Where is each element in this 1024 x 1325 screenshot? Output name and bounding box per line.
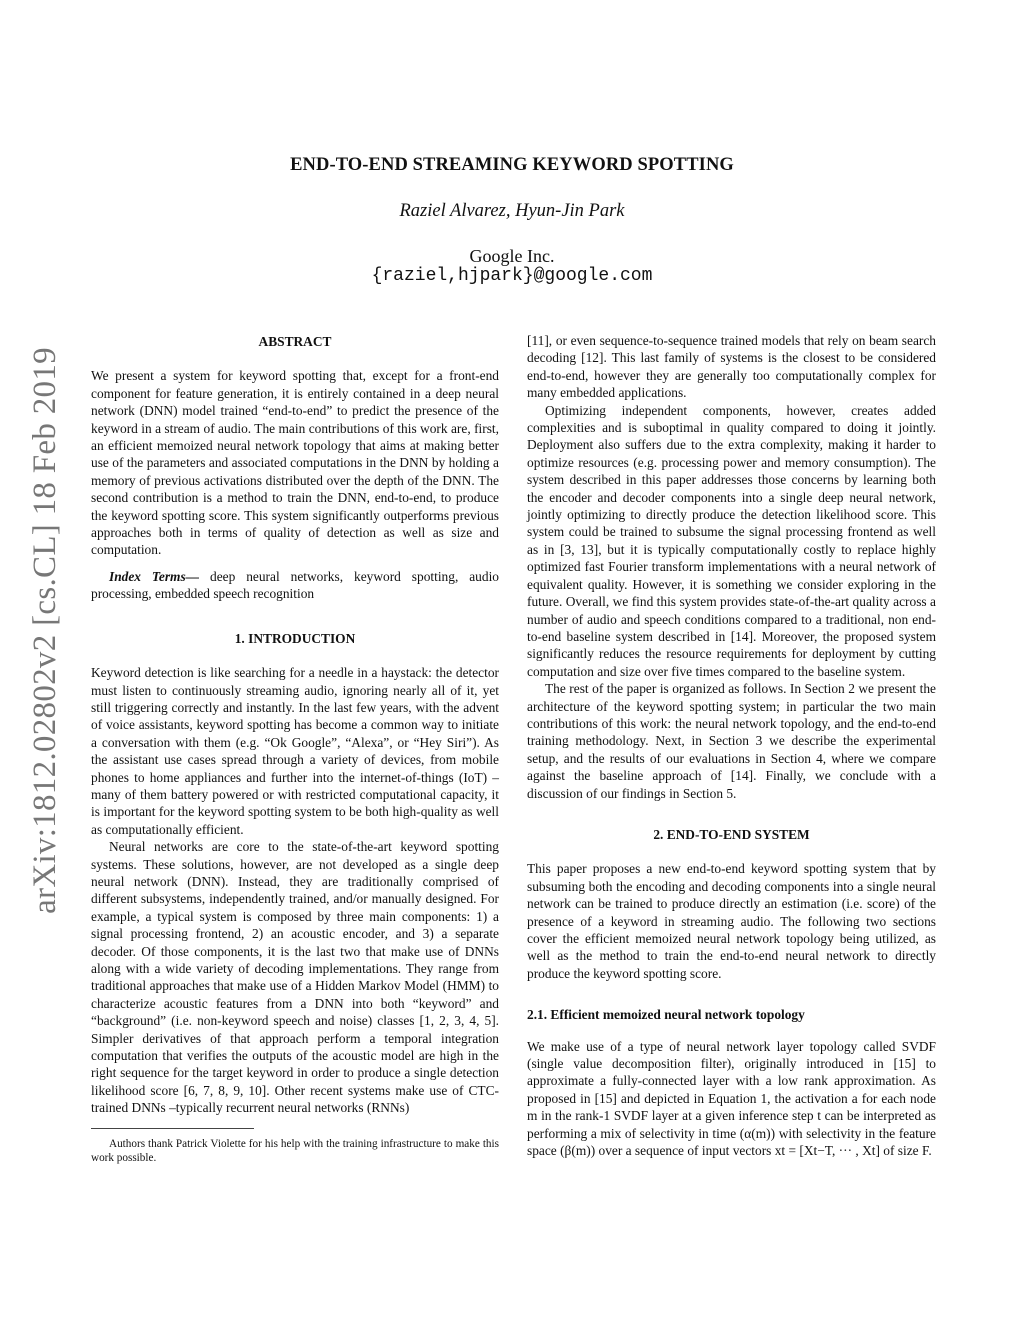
footnote-rule [91,1128,254,1129]
right-column [527,332,936,1159]
index-terms [91,568,499,603]
intro-paragraph-2: Neural networks are core to the state-of-the-art keyword spotting systems. These solutions, however, are not developed as a single deep neural network (DNN). Instead, they are traditionally comprised of different subsystems, independently trained, and/or manually designed. For example, a typical system is composed by three main components: 1) a signal processing frontend, 2) an acoustic encoder, and 3) a separate decoder. Of those components, it is the last two that make use of DNNs along with a wide variety of decoding implementations. They range from traditional approaches that make use of a Hidden Markov Model (HMM) to characterize acoustic features from a DNN into both “keyword” and “background” (i.e. non-keyword speech and noise) classes [1, 2, 3, 4, 5]. Simpler derivatives of that approach perform a temporal integration computation that verifies the outputs of the acoustic model are high in the right sequence for the target keyword in order to produce a single detection likelihood score [6, 7, 8, 9, 10]. Other recent systems make use of CTC-trained DNNs –typically recurrent neural networks (RNNs) [91,839,499,1116]
section2-paragraph-2: We make use of a type of neural network layer topology called SVDF (single value decomposition filter), originally introduced in [15] to approximate a fully-connected layer with a low rank approximation. As proposed in [15] and depicted in Equation 1, the activation a for each node m in the rank-1 SVDF layer at a given inference step t can be interpreted as performing a mix of selectivity in time (α(m)) with selectivity in the feature space (β(m)) over a sequence of input vectors xt = [Xt−T, ··· , Xt] of size F. [527,1038,936,1159]
intro-paragraph-3: [11], or even sequence-to-sequence trained models that rely on beam search decoding [12]. This last family of systems is the closest to be considered end-to-end, however they are generally too computationally complex for many embedded applications. [527,333,936,401]
abstract-heading: ABSTRACT [258,334,332,349]
affiliation: Google Inc. [469,246,555,266]
section2-heading: 2. END-TO-END SYSTEM [653,826,810,842]
arxiv-identifier [18,310,72,950]
paper-title: END-TO-END STREAMING KEYWORD SPOTTING [290,155,734,175]
footnote: Authors thank Patrick Violette for his help with the training infrastructure to make this work possible. [91,1137,499,1164]
introduction-heading: 1. INTRODUCTION [234,630,356,646]
intro-paragraph-5: The rest of the paper is organized as follows. In Section 2 we present the architecture of the keyword spotting system; in particular the two main contributions of this work: the neural network topology, and the end-to-end training methodology. Next, in Section 3 we describe the experimental setup, and the results of our evaluations in Section 4, where we compare against the baseline approach of [14]. Finally, we conclude with a discussion of our findings in Section 5. [527,681,936,801]
paper-authors: Raziel Alvarez, Hyun-Jin Park [399,201,625,221]
abstract-text: We present a system for keyword spotting that, except for a front-end component for feature generation, it is entirely contained in a deep neural network (DNN) model trained “end-to-end” to predict the presence of the keyword in a stream of audio. The main contributions of this work are, first, an efficient memoized neural network topology that aims at making better use of the parameters and associated computations in the DNN by holding a memory of previous activations distributed over the depth of the DNN. The second contribution is a method to train the DNN, end-to-end, to produce the keyword spotting score. This system significantly outperforms previous approaches both in terms of quality of detection as well as size and computation. [91,368,499,558]
subsection-2-1-heading: 2.1. Efficient memoized neural network topology [527,1007,805,1023]
author-emails: {raziel,hjpark}@google.com [371,266,653,286]
arxiv-id-text: arXiv:1812.02802v2 [cs.CL] 18 Feb 2019 [26,346,63,914]
left-column [91,333,499,1165]
intro-paragraph-4: Optimizing independent components, however, creates added complexities and is suboptimal in quality compared to doing it jointly. Deployment also suffers due to the extra complexity, making it harder to optimize resources (e.g. processing power and memory consumption). The system described in this paper addresses those concerns by learning both the encoder and decoder components into a single deep neural network, jointly optimizing to directly produce the detection likelihood score. This system could be trained to subsume the signal processing frontend as well as in [3, 13], but it is typically computationally costly to replace highly optimized fast Fourier transform implementations with a neural network of equivalent quality. However, it is something we consider exploring in the future. Overall, we find this system provides state-of-the-art quality across a number of audio and speech conditions compared to a traditional, non end-to-end baseline system described in [14]. Moreover, the proposed system significantly reduces the resource requirements for deployment by cutting computation and size over five times compared to the baseline system. [527,402,936,679]
index-terms-label: Index Terms— [109,568,200,584]
section2-paragraph-1: This paper proposes a new end-to-end keyword spotting system that by subsuming both the encoding and decoding components into a single neural network can be trained to produce directly an estimation (i.e. score) of the presence of a keyword in streaming audio. The following two sections cover the efficient memoized neural network topology being utilized, as well as the method to train the end-to-end neural network to directly produce the keyword spotting score. [527,861,936,981]
intro-paragraph-1: Keyword detection is like searching for a needle in a haystack: the detector must listen to continuously streaming audio, ignoring nearly all of it, yet still triggering correctly and instantly. In the last few years, with the advent of voice assistants, keyword spotting has become a common way to initiate a conversation with them (e.g. “Ok Google”, “Alexa”, or “Hey Siri”). As the assistant use cases spread through a variety of devices, from mobile phones to home appliances and further into the internet-of-things (IoT) –many of them battery powered or with restricted computational capacity, it is important for the keyword spotting system to be both high-quality as well as computationally efficient. [91,665,499,837]
index-terms-text: deep neural networks, keyword spotting, audio processing, embedded speech recognition [91,568,499,602]
